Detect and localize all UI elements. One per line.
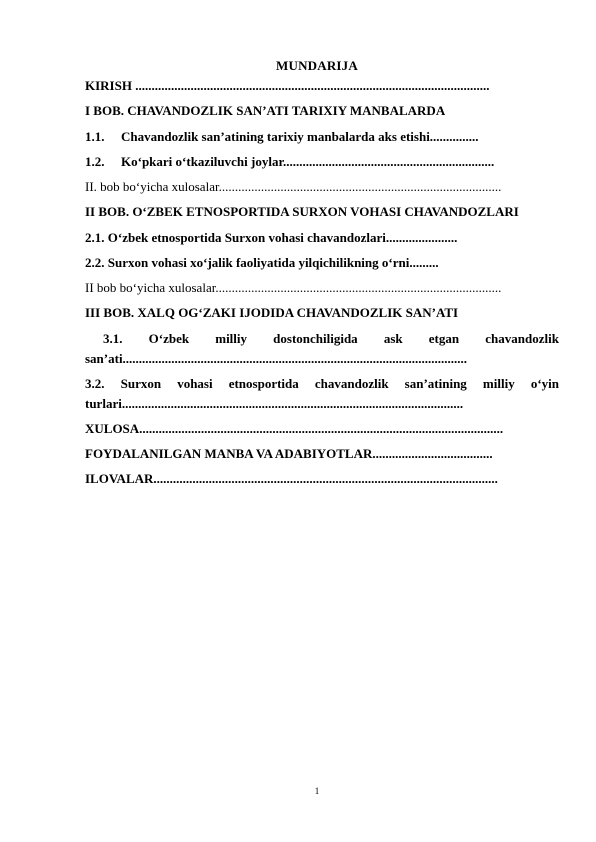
toc-entry-section-3-1-continued[interactable]: san’ati.......................................................................................................... bbox=[85, 351, 468, 366]
toc-word: ask bbox=[383, 331, 403, 346]
toc-entry-references[interactable]: FOYDALANILGAN MANBA VA ADABIYOTLAR..................................... bbox=[85, 446, 493, 461]
toc-entry-section-2-1[interactable]: 2.1. O‘zbek etnosportida Surxon vohasi chavandozlari...................... bbox=[85, 230, 458, 245]
toc-entry-chapter-2[interactable]: II BOB. O‘ZBEK ETNOSPORTIDA SURXON VOHASI CHAVANDOZLARI bbox=[85, 204, 519, 219]
section-title: Ko‘pkari o‘tkaziluvchi joylar................................................................. bbox=[121, 154, 495, 169]
toc-entry-chapter-1[interactable]: I BOB. CHAVANDOZLIK SAN’ATI TARIXIY MANBALARDA bbox=[85, 103, 446, 118]
toc-entry-kirish[interactable]: KIRISH ............................................................................................................. bbox=[85, 78, 490, 93]
toc-word: milliy bbox=[215, 331, 248, 346]
toc-entry-section-1-2[interactable] bbox=[85, 154, 494, 170]
toc-word: milliy bbox=[482, 376, 515, 391]
toc-word: chavandozlik bbox=[314, 376, 389, 391]
toc-entry-section-1-1[interactable] bbox=[85, 129, 479, 145]
page-title: MUNDARIJA bbox=[276, 58, 358, 73]
page-number: 1 bbox=[314, 786, 320, 796]
toc-entry-chapter-3[interactable]: III BOB. XALQ OG‘ZAKI IJODIDA CHAVANDOZLIK SAN’ATI bbox=[85, 305, 459, 320]
toc-entry-section-2-2[interactable]: 2.2. Surxon vohasi xo‘jalik faoliyatida yilqichilikning o‘rni......... bbox=[85, 255, 439, 270]
toc-word: etnosportida bbox=[228, 376, 299, 391]
section-number: 1.2. bbox=[85, 154, 105, 169]
toc-word: chavandozlik bbox=[485, 331, 559, 346]
toc-word: O‘zbek bbox=[148, 331, 190, 346]
toc-entry-section-3-2-continued[interactable]: turlari......................................................................................................... bbox=[85, 396, 464, 411]
toc-entry-section-3-2[interactable] bbox=[85, 376, 559, 392]
toc-entry-xulosa[interactable]: XULOSA................................................................................................................ bbox=[85, 421, 504, 436]
toc-word: o‘yin bbox=[530, 376, 559, 391]
toc-word: 3.1. bbox=[103, 331, 123, 346]
section-title: Chavandozlik san’atining tarixiy manbalarda aks etishi............... bbox=[121, 129, 479, 144]
toc-entry-chapter-1-conclusions[interactable]: II. bob bo‘yicha xulosalar....................................................................................... bbox=[85, 179, 502, 194]
toc-word: vohasi bbox=[177, 376, 213, 391]
toc-word: san’atining bbox=[404, 376, 467, 391]
toc-word: 3.2. bbox=[85, 376, 105, 391]
toc-entry-section-3-1[interactable] bbox=[103, 331, 559, 347]
toc-entry-appendices[interactable]: ILOVALAR.......................................................................................................... bbox=[85, 471, 498, 486]
section-number: 1.1. bbox=[85, 129, 105, 144]
toc-word: Surxon bbox=[120, 376, 162, 391]
toc-word: dostonchiligida bbox=[273, 331, 358, 346]
toc-entry-chapter-2-conclusions[interactable]: II bob bo‘yicha xulosalar........................................................................................ bbox=[85, 280, 502, 295]
toc-word: etgan bbox=[428, 331, 460, 346]
